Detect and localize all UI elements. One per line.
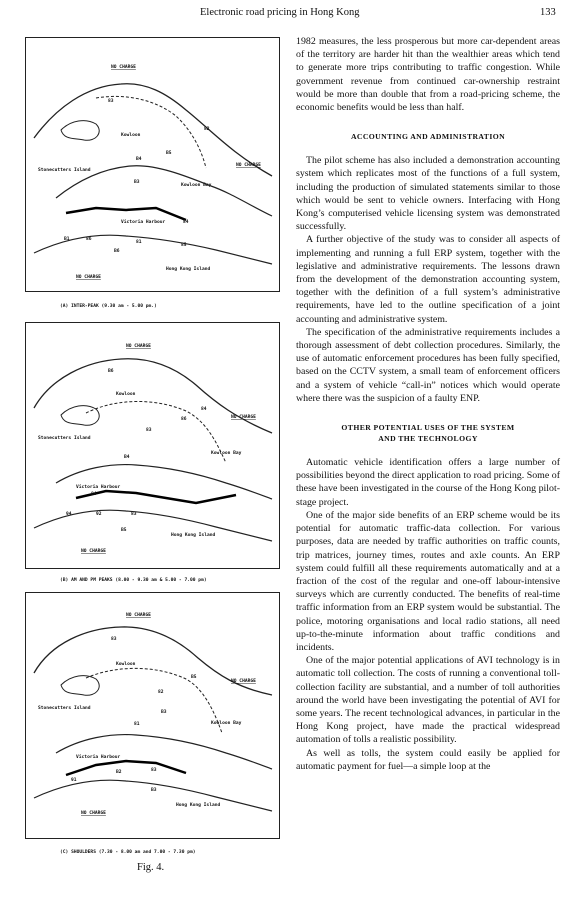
no-charge-label: NO CHARGE xyxy=(231,415,256,420)
map-b-caption: (B) AM AND PM PEAKS (8.00 - 9.30 am & 5.00 - 7.00 pm) xyxy=(60,578,207,583)
zone-label: 86 xyxy=(181,417,187,422)
no-charge-label: NO CHARGE xyxy=(126,344,151,349)
hk-island-label: Hong Kong Island xyxy=(176,803,221,808)
zone-label: 82 xyxy=(158,690,164,695)
kowloon-label: Kowloon xyxy=(121,133,141,138)
map-b-frame xyxy=(25,322,280,569)
map-b xyxy=(26,323,279,568)
no-charge-label: NO CHARGE xyxy=(81,811,106,816)
coastline xyxy=(34,359,272,433)
body-column xyxy=(296,35,560,773)
stonecutters-island-outline xyxy=(61,676,99,696)
paragraph: The specification of the administrative requirements includes a thorough assessment of debt collection procedures. Similarly, the use of automatic enforcement procedures has been fully specified, based on the CCTV system, a small team of enforcement officers and a system of vehicle “call-in” notices which would operate where there was the suspicion of a faulty ENP. xyxy=(296,326,560,404)
coastline xyxy=(34,627,272,695)
coastline xyxy=(34,235,272,264)
paragraph: Automatic vehicle identification offers a large number of possibilities beyond the direct application to road pricing. Some of these have been investigated in the course of the Hong Kong pilot-stage project. xyxy=(296,457,560,508)
map-a xyxy=(26,38,279,291)
kowloon-bay-label: Kowloon Bay xyxy=(211,721,242,726)
zone-label: 83 xyxy=(151,768,157,773)
zone-label: 83 xyxy=(111,637,117,642)
victoria-harbour-label: Victoria Harbour xyxy=(76,485,121,490)
zone-boundary xyxy=(96,96,206,168)
zone-label: B6 xyxy=(108,369,114,374)
zone-label: 81 xyxy=(136,240,142,245)
zone-label: 92 xyxy=(96,512,102,517)
kowloon-label: Kowloon xyxy=(116,392,136,397)
zone-label: B6 xyxy=(114,249,120,254)
section-heading-line: AND THE TECHNOLOGY xyxy=(378,434,478,444)
zone-label: B3 xyxy=(161,710,167,715)
map-c-frame xyxy=(25,592,280,839)
zone-label: B5 xyxy=(121,528,127,533)
zone-label: B4 xyxy=(124,455,130,460)
hk-island-label: Hong Kong Island xyxy=(166,267,211,272)
hk-island-label: Hong Kong Island xyxy=(171,533,216,538)
zone-label: B1 xyxy=(64,237,70,242)
coastline xyxy=(56,735,272,769)
paragraph: A further objective of the study was to consider all aspects of implementing and running a full ERP system, together with the legislative and administrative requirements. The lessons drawn from the development of the demonstration accounting system, together with the definition of a full system’s administrative requirements, have led to the outline specification of a joint accounting and administrative system. xyxy=(296,234,560,325)
no-charge-label: NO CHARGE xyxy=(126,613,151,618)
victoria-harbour-label: Victoria Harbour xyxy=(121,220,166,225)
zone-label: 83 xyxy=(146,428,152,433)
paragraph: As well as tolls, the system could easily be applied for automatic payment for fuel—a simple loop at the xyxy=(296,747,560,772)
zone-label: 84 xyxy=(183,220,189,225)
section-heading-line: OTHER POTENTIAL USES OF THE SYSTEM xyxy=(341,423,515,433)
zone-label: 91 xyxy=(71,778,77,783)
zone-label: 83 xyxy=(108,99,114,104)
zone-label: 81 xyxy=(134,722,140,727)
map-c xyxy=(26,593,279,838)
page-number: 133 xyxy=(540,7,556,18)
charge-cordon xyxy=(66,208,186,220)
zone-label: B4 xyxy=(136,157,142,162)
zone-label: 84 xyxy=(91,492,97,497)
charge-cordon xyxy=(76,491,236,503)
kowloon-bay-label: Kowloon Bay xyxy=(211,451,242,456)
stonecutters-label: Stonecutters Island xyxy=(38,436,91,441)
zone-label: 83 xyxy=(131,512,137,517)
map-a-caption: (A) INTER-PEAK (9.30 am - 5.00 pm.) xyxy=(60,304,157,309)
kowloon-label: Kowloon xyxy=(116,662,136,667)
paragraph: 1982 measures, the less prosperous but more car-dependent areas of the territory are harder hit than the wealthier areas which tend to generate more trips contributing to traffic congestion. While government revenue from continued car-ownership restraint would be more than double that from a road-pricing scheme, the economic benefits would be less than half. xyxy=(296,36,560,114)
zone-label: B2 xyxy=(116,770,122,775)
zone-label: B3 xyxy=(134,180,140,185)
zone-boundary xyxy=(86,668,222,733)
zone-label: 82 xyxy=(204,127,210,132)
zone-label: B3 xyxy=(151,788,157,793)
kowloon-bay-label: Kowloon Bay xyxy=(181,183,212,188)
section-heading xyxy=(296,422,560,444)
no-charge-label: NO CHARGE xyxy=(231,679,256,684)
map-a-frame xyxy=(25,37,280,292)
zone-label: B5 xyxy=(166,151,172,156)
stonecutters-label: Stonecutters Island xyxy=(38,168,91,173)
map-c-caption: (C) SHOULDERS (7.30 - 8.00 am and 7.00 - 7.30 pm) xyxy=(60,850,196,855)
zone-label: 86 xyxy=(86,237,92,242)
paragraph: One of the major potential applications of AVI technology is in automatic toll collection. The costs of running a conventional toll-collection facility are substantial, and a number of toll authorities around the world have been investigating the potential of AVI for some years. The recent technological advances, in particular in the Hong Kong project, have made the practical widespread automation of tolls a realistic possibility. xyxy=(296,655,560,746)
zone-label: 84 xyxy=(201,407,207,412)
section-heading: ACCOUNTING AND ADMINISTRATION xyxy=(350,132,506,142)
charge-cordon xyxy=(66,761,186,775)
victoria-harbour-label: Victoria Harbour xyxy=(76,755,121,760)
zone-label: 85 xyxy=(181,243,187,248)
no-charge-label: NO CHARGE xyxy=(76,275,101,280)
paragraph: The pilot scheme has also included a demonstration accounting system which replicates most of the functions of a full system, including the production of simulated statements similar to those which would be sent to vehicle owners. Interfacing with Hong Kong’s computerised vehicle licensing system was demonstrated successfully. xyxy=(296,155,560,233)
no-charge-label: NO CHARGE xyxy=(111,65,136,70)
zone-label: B5 xyxy=(191,675,197,680)
paragraph: One of the major side benefits of an ERP scheme would be its potential for automatic traffic-data collection. For various purposes, data are needed by traffic authorities on traffic counts, trip matrices, journey times, routes and axle counts. An ERP system could fulfill all these requirements automatically and at a fraction of the cost of the regular and one-off labour-intensive surveys which are currently conducted. The benefits of real-time traffic information from an ERP system would be substantial. The police, motoring organisations and local radio stations, all need up-to-the-minute information about traffic conditions and incidents. xyxy=(296,509,560,653)
zone-label: 94 xyxy=(66,512,72,517)
stonecutters-island-outline xyxy=(61,406,99,426)
no-charge-label: NO CHARGE xyxy=(81,549,106,554)
stonecutters-label: Stonecutters Island xyxy=(38,706,91,711)
no-charge-label: NO CHARGE xyxy=(236,163,261,168)
figure-label: Fig. 4. xyxy=(137,862,165,873)
coastline xyxy=(34,780,272,811)
header-title: Electronic road pricing in Hong Kong xyxy=(200,7,360,18)
stonecutters-island-outline xyxy=(61,121,99,141)
